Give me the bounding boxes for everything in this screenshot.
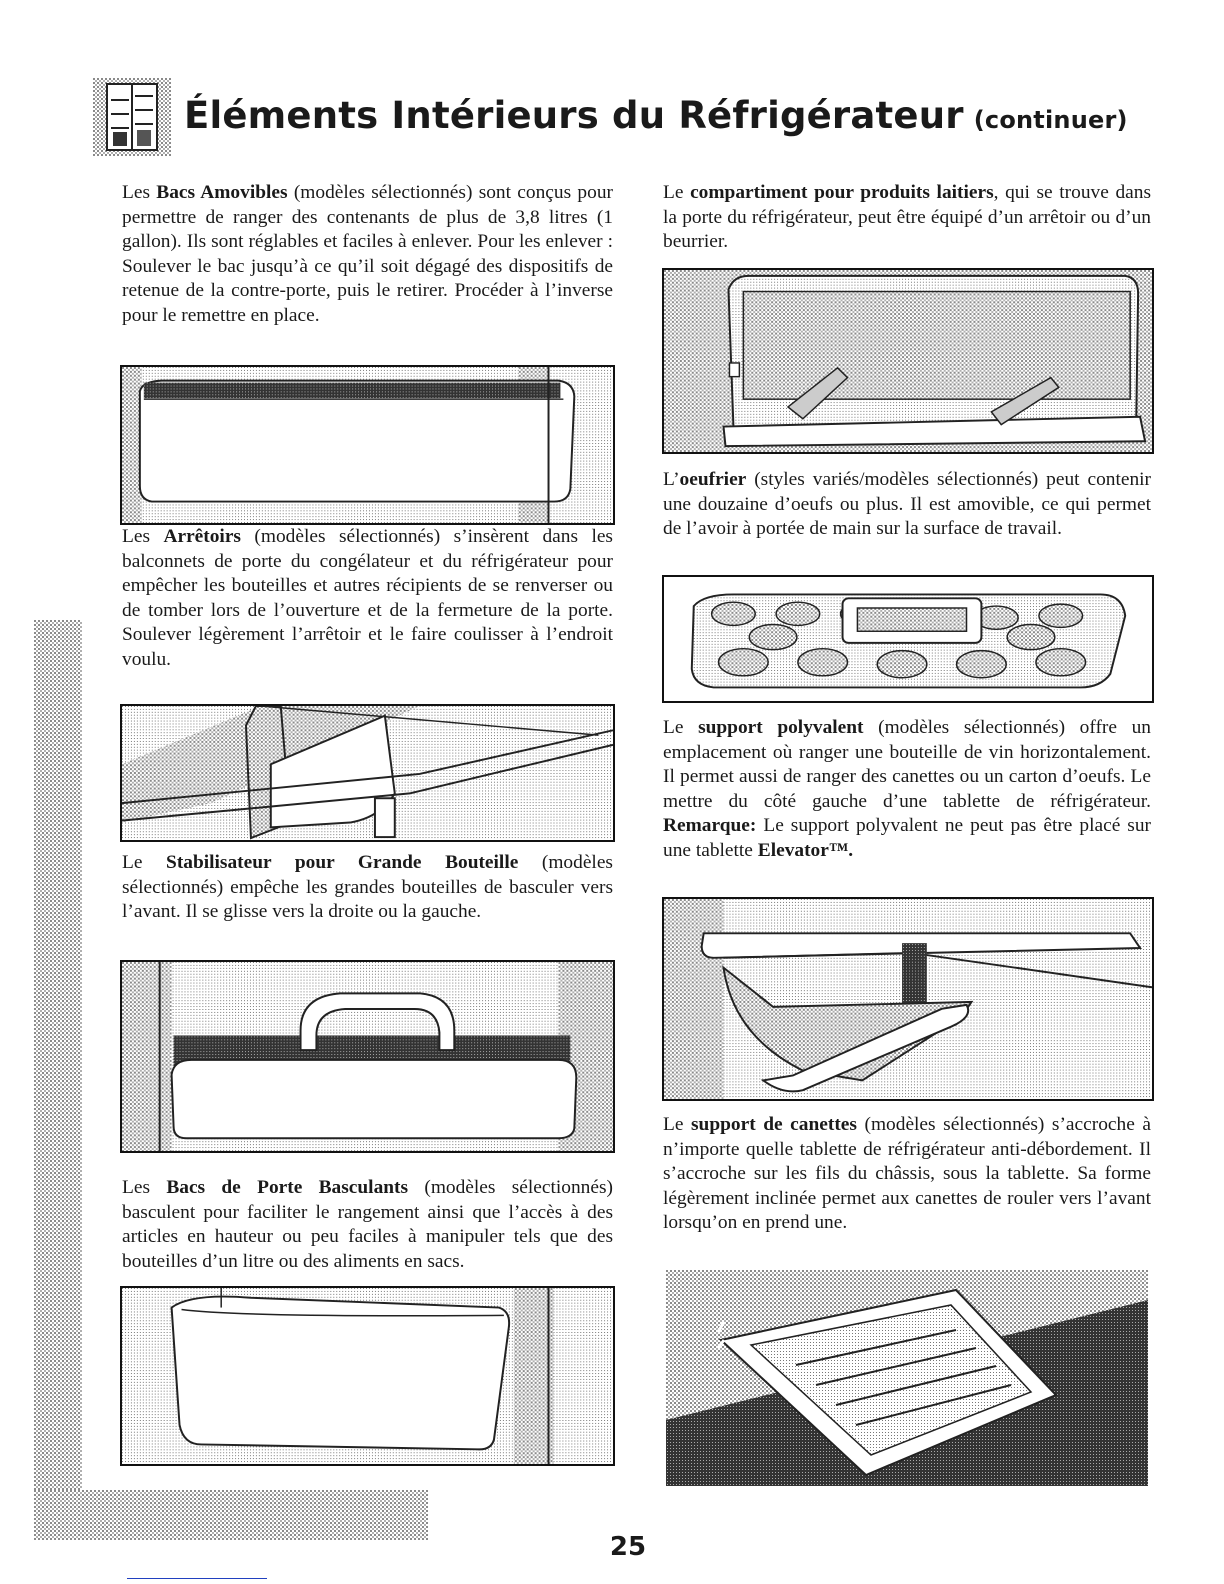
text-run: Le bbox=[663, 1114, 692, 1135]
page-title bbox=[184, 86, 1184, 146]
paragraph-bacs-amovibles bbox=[122, 181, 613, 329]
text-run: L’ bbox=[663, 469, 680, 490]
figure-bacs-amovibles bbox=[120, 365, 615, 525]
figure-stabilisateur bbox=[120, 960, 615, 1153]
paragraph-compartiment-laitiers bbox=[663, 181, 1151, 255]
text-run: , qui se trouve dans la porte du réfrigérateur, peut être équipé d’un arrêtoir ou d’un beurrier. bbox=[663, 182, 1151, 253]
figure-compartiment-laitiers bbox=[662, 268, 1154, 454]
text-run: (modèles sélectionnés) s’insèrent dans les balconnets de porte du congélateur et du réfrigérateur pour empêcher les bouteilles et autres récipients de se renverser ou de tomber lors de l’ouverture et de la fermeture de la porte. Soulever légèrement l’arrêtoir et le faire coulisser à l’endroit voulu. bbox=[122, 526, 613, 670]
paragraph-bacs-basculants bbox=[122, 1176, 613, 1274]
text-run: Stabilisateur pour Grande Bouteille bbox=[166, 852, 519, 873]
figure-bacs-basculants bbox=[120, 1286, 615, 1466]
text-run: Elevator™. bbox=[757, 839, 854, 861]
text-run: (modèles sélectionnés) s’accroche à n’importe quelle tablette de réfrigérateur anti-débordement. Il s’accroche sur les fils du châssis, sous la tablette. Sa forme légèrement inclinée permet aux canettes de rouler vers l’avant lorsqu’on en prend une. bbox=[663, 1114, 1151, 1234]
text-run: (modèles sélectionnés) empêche les grandes bouteilles de basculer vers l’avant. Il se glisse vers la droite ou la gauche. bbox=[122, 852, 613, 923]
text-run: support polyvalent bbox=[698, 717, 864, 738]
text-run: Les bbox=[122, 182, 157, 203]
text-run: Le bbox=[122, 852, 167, 873]
page-number: 25 bbox=[609, 1532, 647, 1562]
text-run: Le bbox=[663, 717, 699, 738]
title-subtitle: (continuer) bbox=[973, 106, 1128, 134]
text-run: (styles variés/modèles sélectionnés) peut contenir une douzaine d’oeufs ou plus. Il est amovible, ce qui permet de l’avoir à portée de main sur la surface de travail. bbox=[663, 469, 1151, 540]
figure-support-polyvalent bbox=[662, 897, 1154, 1101]
figure-oeufrier bbox=[662, 575, 1154, 703]
paragraph-support-polyvalent bbox=[663, 716, 1151, 864]
decorative-side-bar bbox=[34, 620, 82, 1540]
figure-arretoirs bbox=[120, 704, 615, 842]
text-run: (modèles sélectionnés) sont conçus pour permettre de ranger des contenants de plus de 3,8 litres (1 gallon). Ils sont réglables et faciles à enlever. Pour les enlever : Soulever le bac jusqu’à ce qu’il soit dégagé des dispositifs de retenue de la contre-porte, puis le retirer. Procéder à l’inverse pour le remettre en place. bbox=[122, 182, 613, 326]
paragraph-arretoirs bbox=[122, 525, 613, 673]
text-run: Bacs Amovibles bbox=[156, 182, 288, 203]
refrigerator-icon bbox=[93, 78, 171, 156]
text-run: (modèles sélectionnés) basculent pour faciliter le rangement ainsi que l’accès à des articles en hauteur ou peu faciles à manipuler tels que des bouteilles d’un litre ou des aliments en sacs. bbox=[122, 1177, 613, 1272]
paragraph-stabilisateur bbox=[122, 851, 613, 925]
paragraph-support-canettes bbox=[663, 1113, 1151, 1236]
text-run: compartiment pour produits laitiers bbox=[690, 182, 994, 203]
text-run: (modèles sélectionnés) offre un emplacement où ranger une bouteille de vin horizontalement. Il permet aussi de ranger des canettes ou un carton d’oeufs. Le mettre du côté gauche d’une tablette de réfrigérateur. bbox=[663, 717, 1151, 812]
footer-line bbox=[127, 1578, 267, 1579]
text-run: Bacs de Porte Basculants bbox=[166, 1177, 409, 1198]
paragraph-oeufrier bbox=[663, 468, 1151, 542]
text-run: Remarque: bbox=[663, 815, 757, 837]
text-run: oeufrier bbox=[679, 469, 747, 490]
text-run: Le bbox=[663, 182, 691, 203]
title-main: Éléments Intérieurs du Réfrigérateur bbox=[184, 94, 964, 137]
text-run: Les bbox=[122, 526, 164, 547]
figure-support-canettes bbox=[666, 1270, 1148, 1486]
text-run: Arrêtoirs bbox=[163, 526, 241, 547]
text-run: support de canettes bbox=[691, 1114, 857, 1135]
text-run: Les bbox=[122, 1177, 167, 1198]
text-run: Le support polyvalent ne peut pas être placé sur une tablette bbox=[663, 815, 1151, 861]
decorative-bottom-bar bbox=[34, 1490, 428, 1540]
